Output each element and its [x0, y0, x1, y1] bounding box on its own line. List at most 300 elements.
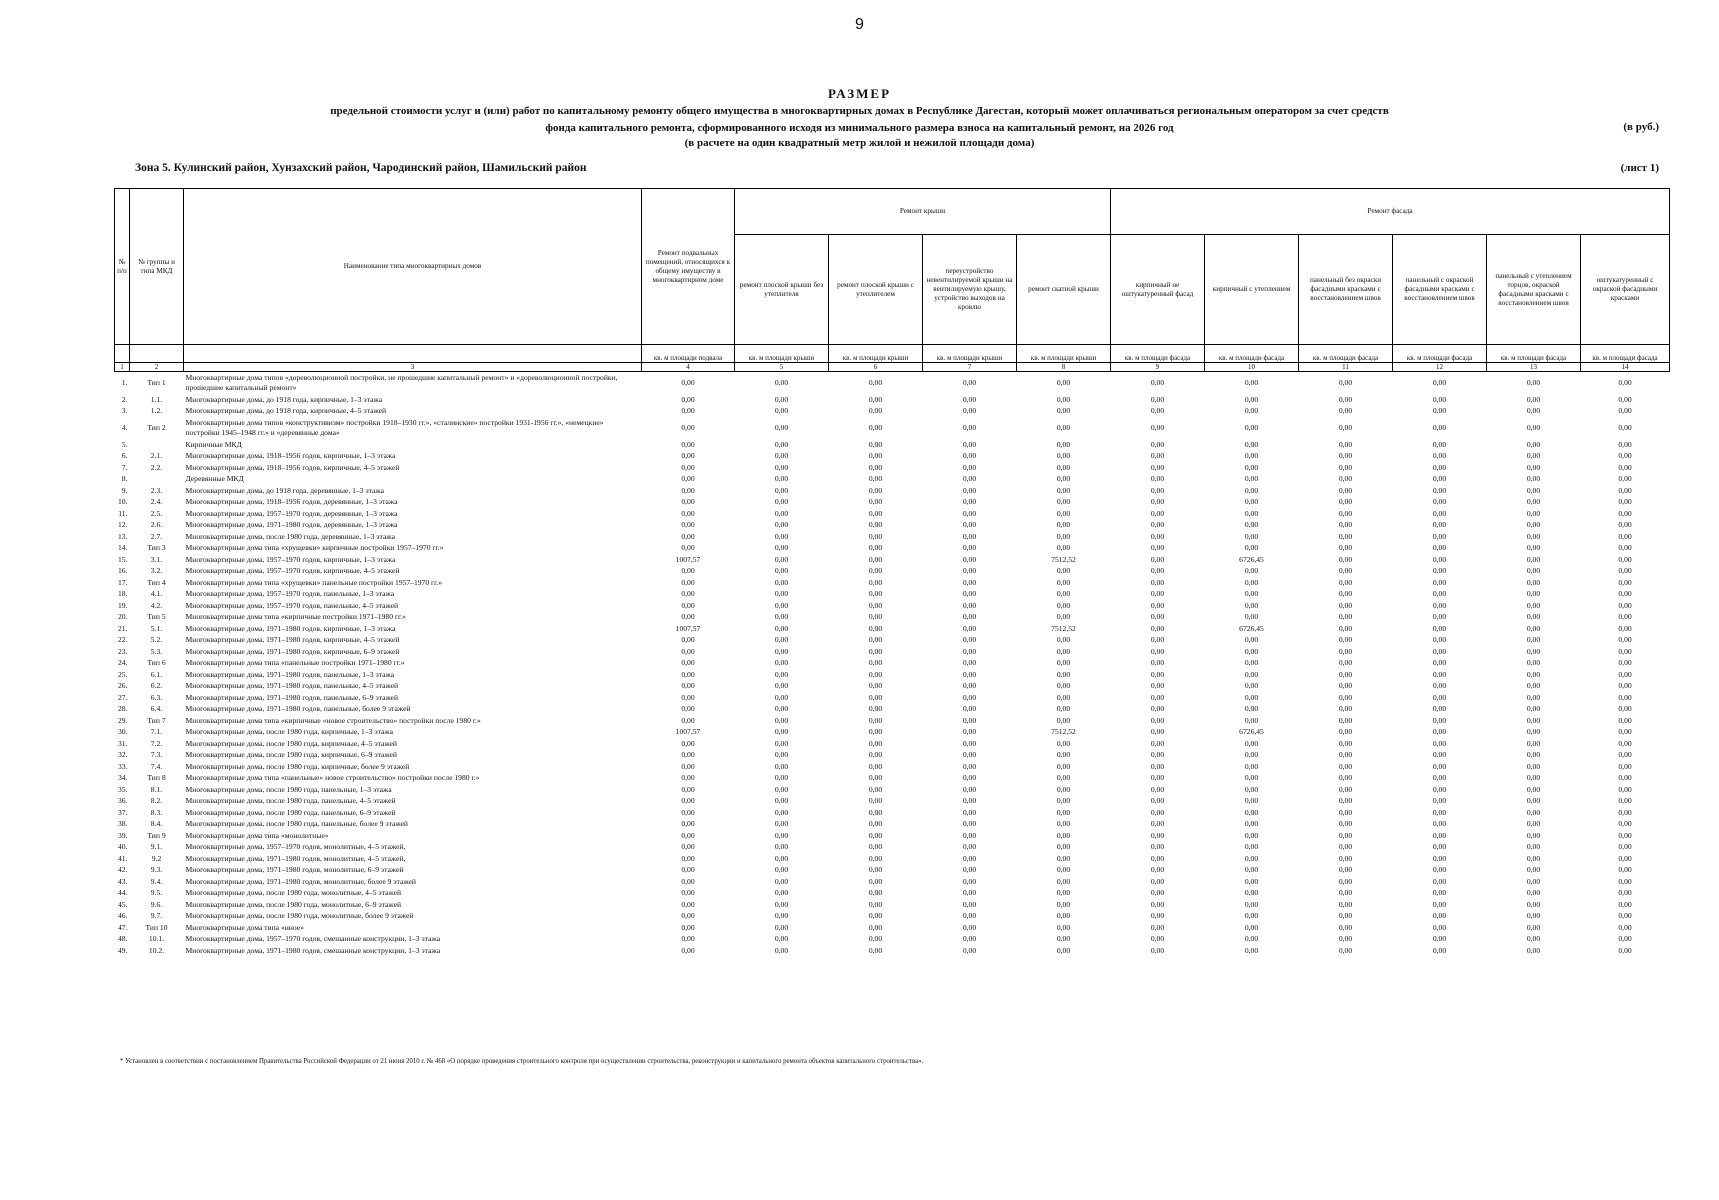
- row-value: 0,00: [962, 577, 977, 587]
- row-value: 0,00: [1526, 451, 1541, 461]
- row-value: 0,00: [774, 439, 789, 449]
- row-group: 5.2.: [150, 635, 163, 645]
- row-value: 0,00: [1526, 715, 1541, 725]
- row-value: 0,00: [868, 865, 883, 875]
- row-value: 0,00: [1150, 761, 1165, 771]
- row-value: 0,00: [1338, 531, 1353, 541]
- row-value: 0,00: [962, 807, 977, 817]
- row-value: 0,00: [1618, 406, 1632, 416]
- table-row: [115, 417, 1670, 439]
- row-value: 0,00: [1056, 451, 1071, 461]
- row-value: 0,00: [1432, 635, 1447, 645]
- row-value: 0,00: [774, 497, 789, 507]
- row-value: 0,00: [1338, 796, 1353, 806]
- row-value: 0,00: [868, 819, 883, 829]
- row-value: 7512,52: [1051, 727, 1076, 737]
- row-value: 0,00: [774, 600, 789, 610]
- row-value: 0,00: [868, 577, 883, 587]
- row-value: 0,00: [962, 727, 977, 737]
- header-roof-col: ремонт скатной крыши: [1017, 235, 1111, 345]
- row-value: 1007,57: [675, 554, 701, 564]
- row-value: 0,00: [1244, 462, 1259, 472]
- row-value: 0,00: [1526, 423, 1541, 432]
- row-value: 0,00: [1056, 669, 1071, 679]
- row-value: 0,00: [868, 646, 883, 656]
- row-group: Тип 1: [147, 378, 166, 387]
- row-value: 0,00: [1338, 715, 1353, 725]
- unit-cell: кв. м площади крыши: [1017, 345, 1111, 363]
- row-number: 19.: [118, 600, 128, 610]
- row-value: 0,00: [1244, 842, 1259, 852]
- document-subtitle-line3: (в расчете на один квадратный метр жилой и нежилой площади дома): [684, 137, 1035, 149]
- row-value: 0,00: [1618, 462, 1632, 472]
- row-value: 0,00: [774, 796, 789, 806]
- row-value: 0,00: [1150, 378, 1165, 387]
- row-value: 0,00: [1526, 635, 1541, 645]
- row-name: Многоквартирные дома, 1971–1980 годов, монолитные, 6–9 этажей: [185, 865, 404, 875]
- row-name: Многоквартирные дома, после 1980 года, монолитные, 6–9 этажей: [185, 899, 402, 909]
- row-value: 0,00: [1432, 378, 1447, 387]
- row-value: 0,00: [1526, 646, 1541, 656]
- row-value: 0,00: [868, 681, 883, 691]
- row-value: 0,00: [681, 853, 695, 863]
- row-value: 0,00: [1150, 600, 1165, 610]
- row-value: 0,00: [1526, 462, 1541, 472]
- row-value: 0,00: [774, 394, 789, 404]
- row-value: 0,00: [1526, 761, 1541, 771]
- row-number: 7.: [121, 462, 128, 472]
- column-number: 3: [184, 363, 642, 372]
- row-value: 0,00: [1432, 819, 1447, 829]
- row-number: 46.: [118, 911, 128, 921]
- row-value: 0,00: [774, 577, 789, 587]
- unit-cell: кв. м площади крыши: [829, 345, 923, 363]
- table-row: [115, 497, 1670, 509]
- row-value: 0,00: [1526, 738, 1541, 748]
- row-value: 0,00: [1526, 750, 1541, 760]
- row-value: 0,00: [868, 934, 883, 944]
- row-value: 0,00: [1526, 807, 1541, 817]
- row-value: 0,00: [681, 612, 695, 622]
- table-row: [115, 681, 1670, 693]
- row-value: 0,00: [1244, 669, 1259, 679]
- row-value: 0,00: [1244, 830, 1259, 840]
- row-value: 0,00: [1432, 485, 1447, 495]
- row-value: 0,00: [1244, 796, 1259, 806]
- row-value: 0,00: [681, 543, 695, 553]
- row-value: 0,00: [1526, 600, 1541, 610]
- row-value: 0,00: [962, 761, 977, 771]
- table-row: [115, 945, 1670, 957]
- row-value: 0,00: [1150, 394, 1165, 404]
- row-value: 0,00: [1618, 554, 1632, 564]
- row-value: 0,00: [868, 796, 883, 806]
- row-value: 0,00: [774, 876, 789, 886]
- row-value: 0,00: [1056, 704, 1071, 714]
- row-value: 0,00: [1244, 876, 1259, 886]
- row-value: 0,00: [681, 474, 695, 484]
- row-value: 0,00: [1244, 646, 1259, 656]
- row-value: 0,00: [774, 681, 789, 691]
- row-value: 0,00: [868, 842, 883, 852]
- row-group: 2.5.: [150, 508, 163, 518]
- header-facade-col: панельный с окраской фасадными красками с восстановлением швов: [1393, 235, 1487, 345]
- row-value: 0,00: [1618, 842, 1632, 852]
- row-value: 0,00: [1056, 531, 1071, 541]
- row-number: 17.: [118, 577, 128, 587]
- row-group: 5.3.: [150, 646, 163, 656]
- row-value: 0,00: [1618, 646, 1632, 656]
- row-value: 0,00: [681, 750, 695, 760]
- row-value: 0,00: [1338, 899, 1353, 909]
- row-value: 0,00: [1150, 520, 1165, 530]
- table-row: [115, 462, 1670, 474]
- row-value: 0,00: [1432, 451, 1447, 461]
- column-number: 4: [642, 363, 735, 372]
- row-value: 0,00: [1150, 830, 1165, 840]
- unit-cell: кв. м площади фасада: [1205, 345, 1299, 363]
- row-number: 22.: [118, 635, 128, 645]
- row-name: Многоквартирные дома типа «кирпичные «новое строительство» постройки после 1980 г.»: [185, 715, 481, 725]
- row-value: 0,00: [1150, 784, 1165, 794]
- row-name: Многоквартирные дома, 1957–1970 годов, деревянные, 1–3 этажа: [185, 508, 398, 518]
- table-row: [115, 911, 1670, 923]
- row-value: 0,00: [1338, 554, 1353, 564]
- column-number: 10: [1205, 363, 1299, 372]
- row-value: 0,00: [1150, 842, 1165, 852]
- row-value: 0,00: [868, 485, 883, 495]
- row-value: 0,00: [1150, 658, 1165, 668]
- row-value: 0,00: [1338, 394, 1353, 404]
- row-name: Многоквартирные дома, 1971–1980 годов, монолитные, 4–5 этажей,: [185, 853, 406, 863]
- row-value: 0,00: [681, 911, 695, 921]
- row-value: 0,00: [1618, 658, 1632, 668]
- row-value: 0,00: [681, 566, 695, 576]
- currency-note: (в руб.): [1623, 121, 1659, 133]
- document-title: РАЗМЕР: [827, 86, 892, 101]
- row-value: 0,00: [962, 394, 977, 404]
- row-number: 30.: [118, 727, 128, 737]
- row-number: 13.: [118, 531, 128, 541]
- table-row: [115, 372, 1670, 395]
- row-value: 0,00: [681, 865, 695, 875]
- row-number: 31.: [118, 738, 128, 748]
- row-name: Многоквартирные дома, после 1980 года, кирпичные, более 9 этажей: [185, 761, 410, 771]
- row-value: 0,00: [868, 658, 883, 668]
- row-value: 0,00: [1618, 635, 1632, 645]
- row-value: 0,00: [1056, 600, 1071, 610]
- row-value: 0,00: [774, 911, 789, 921]
- row-value: 0,00: [1526, 784, 1541, 794]
- row-name: Многоквартирные дома, 1957–1970 годов, монолитные, 4–5 этажей,: [185, 842, 406, 852]
- row-value: 0,00: [1244, 566, 1259, 576]
- row-value: 0,00: [1338, 888, 1353, 898]
- table-row: [115, 406, 1670, 418]
- row-name: Многоквартирные дома, 1957–1970 годов, кирпичные, 4–5 этажей: [185, 566, 400, 576]
- row-value: 0,00: [1526, 406, 1541, 416]
- unit-cell: кв. м площади подвала: [642, 345, 735, 363]
- row-name: Многоквартирные дома, после 1980 года, кирпичные, 6–9 этажей: [185, 750, 397, 760]
- row-value: 0,00: [868, 727, 883, 737]
- row-value: 0,00: [868, 773, 883, 783]
- row-value: 0,00: [1526, 394, 1541, 404]
- row-value: 0,00: [868, 750, 883, 760]
- row-number: 12.: [118, 520, 128, 530]
- row-value: 0,00: [1432, 543, 1447, 553]
- row-value: 0,00: [868, 508, 883, 518]
- row-name: Многоквартирные дома, после 1980 года, панельные, 4–5 этажей: [185, 796, 396, 806]
- header-facade-col: кирпичный с утеплением: [1205, 235, 1299, 345]
- row-number: 41.: [118, 853, 128, 863]
- table-row: [115, 865, 1670, 877]
- unit-cell: кв. м площади фасада: [1299, 345, 1393, 363]
- row-number: 37.: [118, 807, 128, 817]
- row-value: 0,00: [1244, 612, 1259, 622]
- row-name: Многоквартирные дома, до 1918 года, кирпичные, 1–3 этажа: [185, 394, 383, 404]
- row-value: 0,00: [962, 589, 977, 599]
- row-value: 0,00: [1338, 423, 1353, 432]
- row-value: 0,00: [1244, 934, 1259, 944]
- table-row: [115, 474, 1670, 486]
- row-value: 0,00: [774, 922, 789, 932]
- row-number: 21.: [118, 623, 128, 633]
- row-number: 3.: [121, 406, 128, 416]
- row-value: 0,00: [1056, 796, 1071, 806]
- row-value: 0,00: [1526, 520, 1541, 530]
- row-number: 40.: [118, 842, 128, 852]
- unit-cell: кв. м площади фасада: [1111, 345, 1205, 363]
- row-value: 0,00: [868, 423, 883, 432]
- row-value: 0,00: [1150, 934, 1165, 944]
- row-name: Многоквартирные дома, 1957–1970 годов, панельные, 4–5 этажей: [185, 600, 399, 610]
- row-value: 0,00: [1618, 922, 1632, 932]
- row-value: 0,00: [1618, 612, 1632, 622]
- row-number: 45.: [118, 899, 128, 909]
- row-value: 0,00: [681, 738, 695, 748]
- row-value: 0,00: [1526, 819, 1541, 829]
- row-number: 2.: [121, 394, 128, 404]
- row-name: Многоквартирные дома, 1918–1956 годов, кирпичные, 1–3 этажа: [185, 451, 396, 461]
- row-name: Многоквартирные дома, 1971–1980 годов, панельные, 6–9 этажей: [185, 692, 399, 702]
- row-value: 0,00: [1432, 773, 1447, 783]
- row-value: 0,00: [962, 865, 977, 875]
- row-group: 2.4.: [150, 497, 163, 507]
- row-group: 4.1.: [150, 589, 163, 599]
- row-value: 0,00: [1338, 692, 1353, 702]
- row-value: 0,00: [1526, 945, 1541, 955]
- row-value: 0,00: [774, 738, 789, 748]
- row-value: 0,00: [1432, 462, 1447, 472]
- row-value: 0,00: [1432, 681, 1447, 691]
- row-value: 0,00: [1618, 497, 1632, 507]
- row-value: 0,00: [868, 922, 883, 932]
- row-value: 0,00: [681, 899, 695, 909]
- row-value: 0,00: [1432, 612, 1447, 622]
- row-number: 32.: [118, 750, 128, 760]
- row-value: 0,00: [1618, 796, 1632, 806]
- units-spacer: [130, 345, 184, 363]
- row-value: 0,00: [1432, 577, 1447, 587]
- row-value: 0,00: [1432, 911, 1447, 921]
- row-value: 0,00: [1056, 715, 1071, 725]
- row-number: 9.: [121, 485, 128, 495]
- row-value: 0,00: [774, 934, 789, 944]
- row-number: 48.: [118, 934, 128, 944]
- row-value: 0,00: [1432, 934, 1447, 944]
- row-group: 6.2.: [150, 681, 163, 691]
- row-value: 0,00: [1056, 761, 1071, 771]
- row-value: 0,00: [1150, 876, 1165, 886]
- row-value: 0,00: [774, 589, 789, 599]
- row-value: 0,00: [1150, 704, 1165, 714]
- row-value: 0,00: [1618, 773, 1632, 783]
- row-group: 9.5.: [150, 888, 163, 898]
- row-group: 7.2.: [150, 738, 163, 748]
- row-value: 0,00: [1150, 451, 1165, 461]
- row-value: 0,00: [1526, 439, 1541, 449]
- row-value: 0,00: [1526, 899, 1541, 909]
- row-value: 0,00: [962, 922, 977, 932]
- table-row: [115, 899, 1670, 911]
- row-value: 0,00: [774, 406, 789, 416]
- row-value: 0,00: [868, 520, 883, 530]
- row-number: 39.: [118, 830, 128, 840]
- row-value: 0,00: [1056, 945, 1071, 955]
- table-row: [115, 727, 1670, 739]
- row-value: 0,00: [1056, 876, 1071, 886]
- row-value: 0,00: [1526, 497, 1541, 507]
- row-number: 14.: [118, 543, 128, 553]
- row-value: 0,00: [1618, 727, 1632, 737]
- row-group: 2.2.: [150, 462, 163, 472]
- row-value: 0,00: [868, 589, 883, 599]
- row-value: 0,00: [1432, 853, 1447, 863]
- row-value: 7512,52: [1051, 554, 1076, 564]
- row-value: 0,00: [1150, 888, 1165, 898]
- row-number: 6.: [121, 451, 128, 461]
- row-value: 0,00: [1618, 853, 1632, 863]
- row-value: 0,00: [681, 704, 695, 714]
- table-row: [115, 738, 1670, 750]
- row-value: 0,00: [1244, 899, 1259, 909]
- table-row: [115, 520, 1670, 532]
- row-value: 0,00: [1618, 715, 1632, 725]
- row-value: 0,00: [962, 681, 977, 691]
- header-roof-col: ремонт плоской крыши с утеплителем: [829, 235, 923, 345]
- row-value: 0,00: [962, 692, 977, 702]
- row-value: 0,00: [1618, 738, 1632, 748]
- row-value: 0,00: [1150, 681, 1165, 691]
- row-name: Многоквартирные дома типов «дореволюционной постройки, не прошедшие капитальный ремонт» и «дореволюционной постройки, прошедшие капитальный ремонт»: [185, 373, 618, 392]
- row-value: 0,00: [681, 439, 695, 449]
- row-value: 0,00: [1056, 577, 1071, 587]
- row-value: 0,00: [1432, 439, 1447, 449]
- row-value: 0,00: [868, 715, 883, 725]
- row-value: 0,00: [1618, 378, 1632, 387]
- row-value: 0,00: [1526, 865, 1541, 875]
- row-value: 0,00: [1432, 508, 1447, 518]
- row-value: 0,00: [774, 704, 789, 714]
- row-value: 0,00: [681, 600, 695, 610]
- row-value: 0,00: [1526, 543, 1541, 553]
- table-row: [115, 773, 1670, 785]
- row-value: 0,00: [962, 876, 977, 886]
- row-value: 0,00: [1150, 474, 1165, 484]
- row-value: 0,00: [868, 439, 883, 449]
- row-value: 0,00: [1338, 623, 1353, 633]
- row-value: 0,00: [1244, 704, 1259, 714]
- header-facade-col: оштукатуренный с окраской фасадными красками: [1581, 235, 1670, 345]
- row-value: 6726,45: [1239, 623, 1264, 633]
- row-value: 0,00: [1338, 934, 1353, 944]
- cost-table: [114, 188, 1670, 957]
- row-value: 0,00: [1056, 842, 1071, 852]
- row-value: 0,00: [1244, 485, 1259, 495]
- row-value: 0,00: [962, 934, 977, 944]
- row-value: 0,00: [1338, 378, 1353, 387]
- row-value: 0,00: [1618, 784, 1632, 794]
- row-value: 0,00: [681, 784, 695, 794]
- row-value: 0,00: [1056, 807, 1071, 817]
- row-value: 0,00: [1244, 508, 1259, 518]
- row-value: 0,00: [1056, 865, 1071, 875]
- row-value: 0,00: [1338, 807, 1353, 817]
- row-value: 0,00: [1618, 945, 1632, 955]
- row-group: Тип 8: [147, 773, 166, 783]
- row-value: 0,00: [681, 773, 695, 783]
- row-value: 0,00: [1432, 842, 1447, 852]
- table-row: [115, 819, 1670, 831]
- row-group: 9.3.: [150, 865, 163, 875]
- row-value: 0,00: [1618, 865, 1632, 875]
- row-value: 0,00: [1338, 485, 1353, 495]
- table-row: [115, 715, 1670, 727]
- row-value: 0,00: [1526, 911, 1541, 921]
- row-value: 0,00: [1244, 865, 1259, 875]
- row-value: 0,00: [1432, 497, 1447, 507]
- row-value: 0,00: [1526, 485, 1541, 495]
- row-group: Тип 2: [147, 423, 166, 432]
- row-value: 0,00: [1432, 922, 1447, 932]
- row-value: 0,00: [774, 819, 789, 829]
- row-value: 0,00: [774, 635, 789, 645]
- row-value: 0,00: [1056, 508, 1071, 518]
- row-value: 0,00: [1526, 566, 1541, 576]
- header-group-facade: Ремонт фасада: [1111, 189, 1670, 235]
- row-value: 0,00: [962, 750, 977, 760]
- row-value: 0,00: [681, 589, 695, 599]
- row-value: 0,00: [1244, 423, 1259, 432]
- row-value: 0,00: [1338, 520, 1353, 530]
- table-row: [115, 646, 1670, 658]
- row-value: 0,00: [1150, 462, 1165, 472]
- row-value: 0,00: [1526, 876, 1541, 886]
- row-group: Тип 3: [147, 543, 166, 553]
- row-value: 0,00: [774, 669, 789, 679]
- header-group-roof: Ремонт крыши: [735, 189, 1111, 235]
- row-value: 0,00: [774, 485, 789, 495]
- row-value: 0,00: [1244, 945, 1259, 955]
- row-value: 0,00: [962, 945, 977, 955]
- row-value: 0,00: [962, 738, 977, 748]
- row-value: 0,00: [1150, 406, 1165, 416]
- row-value: 0,00: [1056, 784, 1071, 794]
- row-value: 0,00: [1150, 554, 1165, 564]
- row-number: 43.: [118, 876, 128, 886]
- row-value: 0,00: [1432, 761, 1447, 771]
- row-value: 0,00: [1338, 566, 1353, 576]
- row-value: 0,00: [1432, 865, 1447, 875]
